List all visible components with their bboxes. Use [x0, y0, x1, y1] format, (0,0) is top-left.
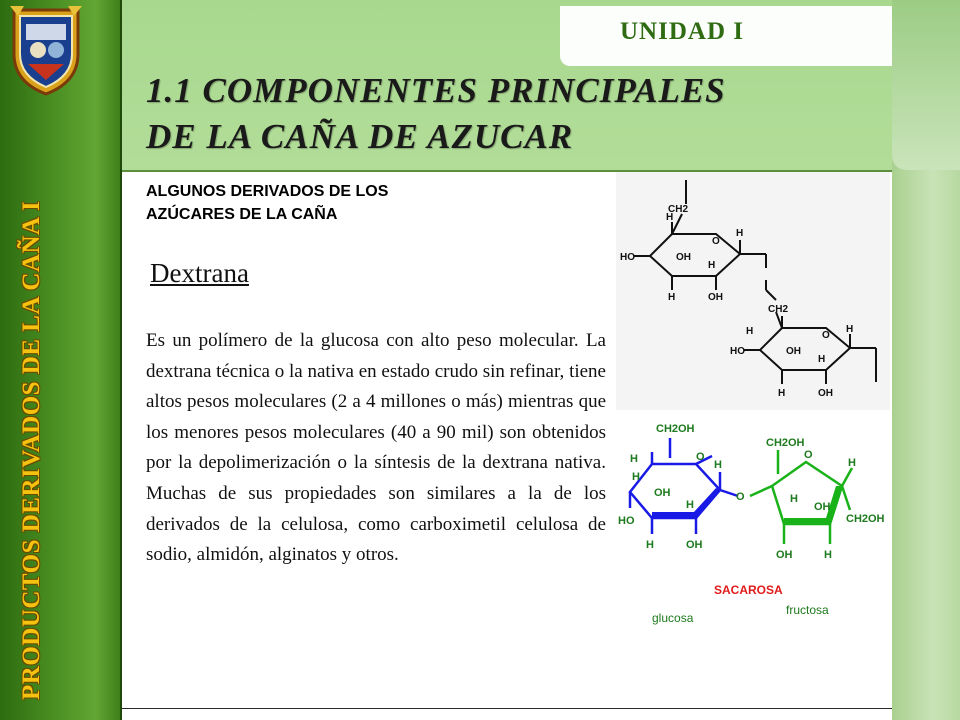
dextran-label-ch2: CH2 — [668, 204, 689, 215]
university-crest-icon — [8, 4, 84, 96]
sucrose-title: SACAROSA — [714, 583, 783, 597]
sucrose-label-o: O — [696, 451, 705, 463]
glucose-name: glucosa — [652, 611, 694, 625]
sucrose-label-h: H — [714, 459, 722, 471]
sucrose-label-o: O — [804, 449, 813, 461]
sucrose-label-h: H — [630, 453, 638, 465]
sucrose-label-ch2oh: CH2OH — [846, 513, 885, 525]
sucrose-label-h: H — [632, 471, 640, 483]
dextran-label-o: O — [822, 330, 830, 341]
dextran-structure-diagram — [616, 172, 890, 410]
sucrose-label-ch2oh: CH2OH — [656, 423, 695, 435]
sucrose-label-oh: OH — [654, 487, 671, 499]
unit-label: UNIDAD I — [620, 18, 744, 45]
right-decorative-tab — [892, 0, 960, 170]
dextran-label-ch2-link: CH2 — [768, 304, 789, 315]
sucrose-label-oh: OH — [776, 549, 793, 561]
sidebar — [0, 0, 122, 720]
sucrose-label-h: H — [646, 539, 654, 551]
sucrose-label-oh: OH — [814, 501, 831, 513]
dextran-label-oh: OH — [676, 252, 691, 263]
dextran-label-h: H — [818, 354, 826, 365]
dextran-label-ho: HO — [730, 346, 745, 357]
dextran-label-ho: HO — [620, 252, 635, 263]
section-heading: ALGUNOS DERIVADOS DE LOS AZÚCARES DE LA CAÑA — [146, 183, 389, 223]
sucrose-label-h: H — [686, 499, 694, 511]
dextran-label-h: H — [666, 212, 674, 223]
sucrose-structure-figure — [616, 410, 890, 640]
sucrose-label-h: H — [848, 457, 856, 469]
dextran-label-oh: OH — [818, 388, 833, 399]
subtitle: Dextrana — [150, 258, 249, 288]
sucrose-label-ho: HO — [618, 515, 635, 527]
page-title: 1.1 COMPONENTES PRINCIPALES DE LA CAÑA DE AZUCAR — [146, 71, 726, 156]
dextran-label-h: H — [846, 324, 854, 335]
bottom-divider — [122, 708, 892, 709]
dextran-label-h: H — [736, 228, 744, 239]
dextran-label-h: H — [778, 388, 786, 399]
sucrose-structure-diagram — [616, 410, 890, 640]
dextran-label-oh: OH — [708, 292, 723, 303]
sucrose-label-h: H — [790, 493, 798, 505]
sucrose-label-o: O — [736, 491, 745, 503]
body-paragraph: Es un polímero de la glucosa con alto peso molecular. La dextrana técnica o la nativa en estado crudo sin refinar, tiene altos pesos moleculares (2 a 4 millones o más) mientras que los menores pesos moleculares (40 a 90 mil) son obtenidos por la depolimerización o la síntesis de la dextrana nativa. Muchas de sus propiedades son similares a la de los derivados de la celulosa, como carboximetil celulosa de sodio, almidón, alginatos y otros. — [146, 330, 606, 566]
dextran-structure-figure — [616, 172, 890, 410]
dextran-label-o: O — [712, 236, 720, 247]
sidebar-vertical-title: PRODUCTOS DERIVADOS DE LA CAÑA I — [18, 200, 45, 700]
dextran-label-h: H — [746, 326, 754, 337]
dextran-label-oh: OH — [786, 346, 801, 357]
sucrose-label-ch2oh: CH2OH — [766, 437, 805, 449]
sucrose-label-h: H — [824, 549, 832, 561]
dextran-label-h: H — [668, 292, 676, 303]
dextran-label-h: H — [708, 260, 716, 271]
sucrose-label-oh: OH — [686, 539, 703, 551]
fructose-name: fructosa — [786, 603, 829, 617]
